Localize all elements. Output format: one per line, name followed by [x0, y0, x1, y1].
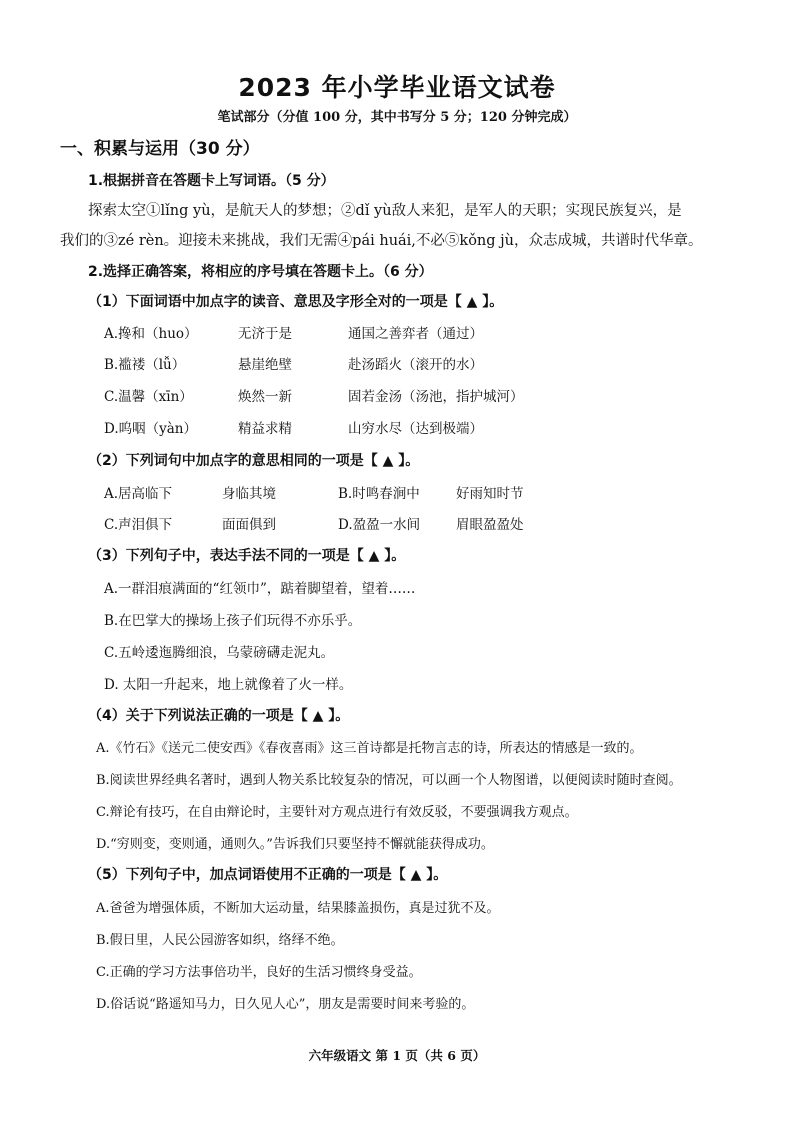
subquestion-4-option-d: D.“穷则变，变则通，通则久。”告诉我们只要坚持不懈就能获得成功。 [96, 837, 494, 852]
option-cell: 好雨知时节 [456, 486, 524, 502]
option-cell: A.居高临下 [104, 486, 173, 502]
option-cell: 身临其境 [222, 486, 276, 502]
subquestion-3-option-d: D. 太阳一升起来，地上就像着了火一样。 [104, 677, 353, 693]
exam-subtitle: 笔试部分（分值 100 分，其中书写分 5 分；120 分钟完成） [217, 110, 577, 125]
option-cell: C.温馨（xīn） [104, 389, 193, 405]
subquestion-3-option-b: B.在巴掌大的操场上孩子们玩得不亦乐乎。 [104, 613, 362, 629]
option-cell: C.声泪俱下 [104, 517, 173, 533]
option-cell: 赴汤蹈火（滚开的水） [348, 357, 483, 373]
subquestion-1-stem: （1）下面词语中加点字的读音、意思及字形全对的一项是【 ▲ 】。 [88, 294, 504, 310]
exam-title: 2023 年小学毕业语文试卷 [238, 73, 556, 102]
subquestion-2-stem: （2）下列词句中加点字的意思相同的一项是【 ▲ 】。 [88, 453, 420, 469]
subquestion-4-option-c: C.辩论有技巧，在自由辩论时，主要针对方观点进行有效反驳，不要强调我方观点。 [96, 805, 578, 820]
subquestion-1-option-a [104, 322, 483, 342]
subquestion-1-option-d [104, 417, 483, 437]
option-cell: 焕然一新 [238, 389, 292, 405]
subquestion-5-option-b: B.假日里，人民公园游客如织，络绎不绝。 [96, 933, 344, 948]
page-footer: 六年级语文 第 1 页（共 6 页） [308, 1048, 486, 1063]
section-heading: 一、积累与运用（30 分） [60, 139, 260, 159]
option-cell: 山穷水尽（达到极端） [348, 421, 483, 437]
option-cell: 眉眼盈盈处 [456, 517, 524, 533]
subquestion-5-option-a: A.爸爸为增强体质，不断加大运动量，结果膝盖损伤，真是过犹不及。 [96, 901, 500, 916]
subquestion-1-option-c [104, 385, 524, 405]
option-cell: A.搀和（huo） [104, 326, 198, 342]
subquestion-1-option-b [104, 353, 483, 373]
subquestion-4-option-a: A.《竹石》《送元二使安西》《春夜喜雨》这三首诗都是托物言志的诗，所表达的情感是一致的。 [96, 741, 643, 756]
option-cell: D.呜咽（yàn） [104, 421, 198, 437]
subquestion-4-stem: （4）关于下列说法正确的一项是【 ▲ 】。 [88, 708, 350, 724]
question-2-stem: 2.选择正确答案，将相应的序号填在答题卡上。（6 分） [88, 264, 433, 280]
option-cell: D.盈盈一水间 [338, 517, 421, 533]
subquestion-3-option-c: C.五岭逶迤腾细浪，乌蒙磅礴走泥丸。 [104, 645, 335, 661]
option-cell: 固若金汤（汤池，指护城河） [348, 389, 524, 405]
subquestion-3-option-a: A.一群泪痕满面的“红领巾”，踮着脚望着，望着…… [104, 581, 416, 597]
subquestion-4-option-b: B.阅读世界经典名著时，遇到人物关系比较复杂的情况，可以画一个人物图谱，以便阅读时随时查阅。 [96, 773, 682, 788]
subquestion-5-option-d: D.俗话说“路遥知马力，日久见人心”，朋友是需要时间来考验的。 [96, 997, 475, 1012]
option-cell: 通国之善弈者（通过） [348, 326, 483, 342]
subquestion-5-stem: （5）下列句子中，加点词语使用不正确的一项是【 ▲ 】。 [88, 867, 448, 883]
subquestion-3-stem: （3）下列句子中，表达手法不同的一项是【 ▲ 】。 [88, 548, 406, 564]
question-1-passage-line2: 我们的③zé rèn。迎接未来挑战，我们无需④pái huái,不必⑤kǒng jù，众志成城，共谱时代华章。 [60, 233, 703, 249]
option-cell: 面面俱到 [222, 517, 276, 533]
option-cell: 精益求精 [238, 421, 292, 437]
subquestion-5-option-c: C.正确的学习方法事倍功半，良好的生活习惯终身受益。 [96, 965, 422, 980]
question-1-passage-line1: 探索太空①lǐng yù，是航天人的梦想；②dǐ yù敌人来犯，是军人的天职；实现民族复兴，是 [88, 203, 682, 219]
question-1-stem: 1.根据拼音在答题卡上写词语。（5 分） [88, 173, 335, 189]
option-cell: 悬崖绝壁 [238, 357, 292, 373]
option-cell: B.褴褛（lǚ） [104, 357, 186, 373]
subquestion-2-options-row1 [104, 482, 524, 502]
subquestion-2-options-row2 [104, 513, 524, 533]
option-cell: B.时鸣春涧中 [338, 486, 420, 502]
option-cell: 无济于是 [238, 326, 292, 342]
